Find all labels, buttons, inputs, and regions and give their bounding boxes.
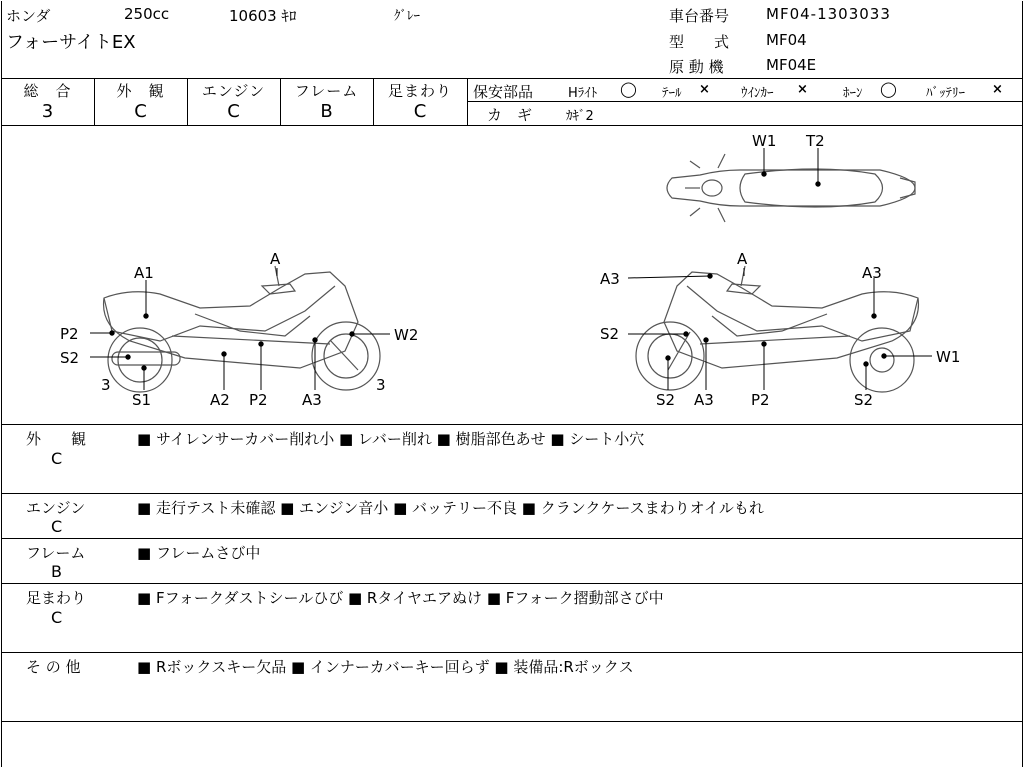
- diag-top-w1: W1: [752, 132, 777, 150]
- diag-left-s2: S2: [60, 349, 80, 367]
- safety-mid-line: [467, 101, 1023, 102]
- frame-no-label: 車台番号: [669, 7, 730, 25]
- safety-tail-mark: ×: [699, 82, 710, 97]
- grade-overall-value: 3: [41, 101, 54, 122]
- notes-line-4: [1, 583, 1023, 584]
- diag-left-grade-front: 3: [101, 376, 111, 394]
- grade-overall-label: 総 合: [23, 82, 72, 100]
- engine-label: 原 動 機: [669, 58, 724, 76]
- grade-frame-label: フレーム: [294, 82, 359, 100]
- safety-winker-mark: ×: [797, 82, 808, 97]
- note-exterior-text: ■ サイレンサーカバー削れ小 ■ レバー削れ ■ 樹脂部色あせ ■ シート小穴: [137, 430, 645, 448]
- diag-right-a3-top: A3: [600, 270, 620, 288]
- frame-no: MF04-1303033: [766, 5, 891, 23]
- grade-suspension: [373, 80, 467, 122]
- diag-left-a: A: [270, 250, 281, 268]
- safety-horn: ﾎｰﾝ: [843, 86, 863, 101]
- note-suspension-grade: C: [51, 608, 63, 627]
- grade-exterior-value: C: [134, 101, 147, 122]
- grade-top-line: [1, 78, 1023, 79]
- note-frame-label: フレーム: [26, 544, 86, 562]
- grade-exterior-label: 外 観: [116, 82, 165, 100]
- type-value: MF04: [766, 31, 807, 49]
- grade-engine-value: C: [227, 101, 240, 122]
- diag-left-s1: S1: [132, 391, 152, 409]
- diag-right-s2-rear: S2: [854, 391, 874, 409]
- diag-right-s2-bottom: S2: [656, 391, 676, 409]
- diag-right-p2: P2: [751, 391, 770, 409]
- note-frame-text: ■ フレームさび中: [137, 544, 261, 562]
- diag-right-a3-bottom: A3: [694, 391, 714, 409]
- grade-suspension-label: 足まわり: [387, 82, 452, 100]
- note-exterior-grade: C: [51, 449, 63, 468]
- maker: ホンダ: [6, 7, 51, 25]
- notes-line-2: [1, 493, 1023, 494]
- diag-right-a: A: [737, 250, 748, 268]
- grade-engine: [187, 80, 280, 122]
- note-other-label: そ の 他: [26, 658, 81, 676]
- grade-overall: [1, 80, 94, 122]
- note-suspension-text: ■ Fフォークダストシールひび ■ Rタイヤエアぬけ ■ Fフォーク摺動部さび中: [137, 589, 664, 607]
- diag-left-a1: A1: [134, 264, 154, 282]
- key-value: ｶｷﾞ2: [566, 109, 594, 124]
- diag-top-t2: T2: [806, 132, 825, 150]
- grade-suspension-value: C: [413, 101, 427, 122]
- safety-battery-mark: ×: [992, 82, 1003, 97]
- safety-battery: ﾊﾞｯﾃﾘｰ: [926, 86, 965, 101]
- grade-frame: [280, 80, 373, 122]
- diag-right-w1: W1: [936, 348, 961, 366]
- diag-right-s2: S2: [600, 325, 620, 343]
- diag-left-w2: W2: [394, 326, 419, 344]
- scooter-damage-diagram: [0, 126, 1024, 424]
- notes-line-5: [1, 652, 1023, 653]
- safety-headlight: Hﾗｲﾄ: [568, 86, 598, 101]
- diag-right-a3-rear: A3: [862, 264, 882, 282]
- safety-horn-mark: ◯: [880, 80, 897, 98]
- scooter-top-view: [667, 154, 915, 222]
- diag-left-p2-bottom: P2: [249, 391, 268, 409]
- safety-label: 保安部品: [473, 83, 534, 101]
- engine-value: MF04E: [766, 56, 817, 74]
- notes-line-6: [1, 721, 1023, 722]
- safety-winker: ｳｲﾝｶｰ: [741, 86, 774, 101]
- diag-left-p2: P2: [60, 325, 79, 343]
- note-engine-label: エンジン: [26, 499, 86, 517]
- grade-engine-label: エンジン: [201, 82, 266, 100]
- grade-divider-5: [467, 78, 468, 125]
- grade-frame-value: B: [320, 101, 333, 122]
- note-other-text: ■ Rボックスキー欠品 ■ インナーカバーキー回らず ■ 装備品:Rボックス: [137, 658, 634, 676]
- diag-left-a3: A3: [302, 391, 322, 409]
- diag-left-a2: A2: [210, 391, 230, 409]
- safety-tail: ﾃｰﾙ: [662, 86, 682, 101]
- grade-exterior: [94, 80, 187, 122]
- diag-left-grade-rear: 3: [376, 376, 386, 394]
- scooter-right-view: [636, 266, 918, 392]
- note-suspension-label: 足まわり: [26, 589, 87, 607]
- key-label: カ ギ: [487, 106, 533, 124]
- mileage: 10603 ｷﾛ: [229, 7, 297, 25]
- displacement: 250cc: [124, 5, 170, 23]
- notes-line-3: [1, 538, 1023, 539]
- notes-top-line: [1, 424, 1023, 425]
- safety-headlight-mark: ◯: [620, 80, 637, 98]
- scooter-left-view: [104, 266, 380, 392]
- note-engine-text: ■ 走行テスト未確認 ■ エンジン音小 ■ バッテリー不良 ■ クランクケースまわりオイルもれ: [137, 499, 764, 517]
- note-engine-grade: C: [51, 517, 63, 536]
- note-exterior-label: 外 観: [26, 430, 87, 448]
- model-name: フォーサイトEX: [6, 32, 136, 53]
- note-frame-grade: B: [51, 562, 62, 581]
- color: ｸﾞﾚｰ: [394, 9, 420, 24]
- type-label: 型 式: [669, 33, 730, 51]
